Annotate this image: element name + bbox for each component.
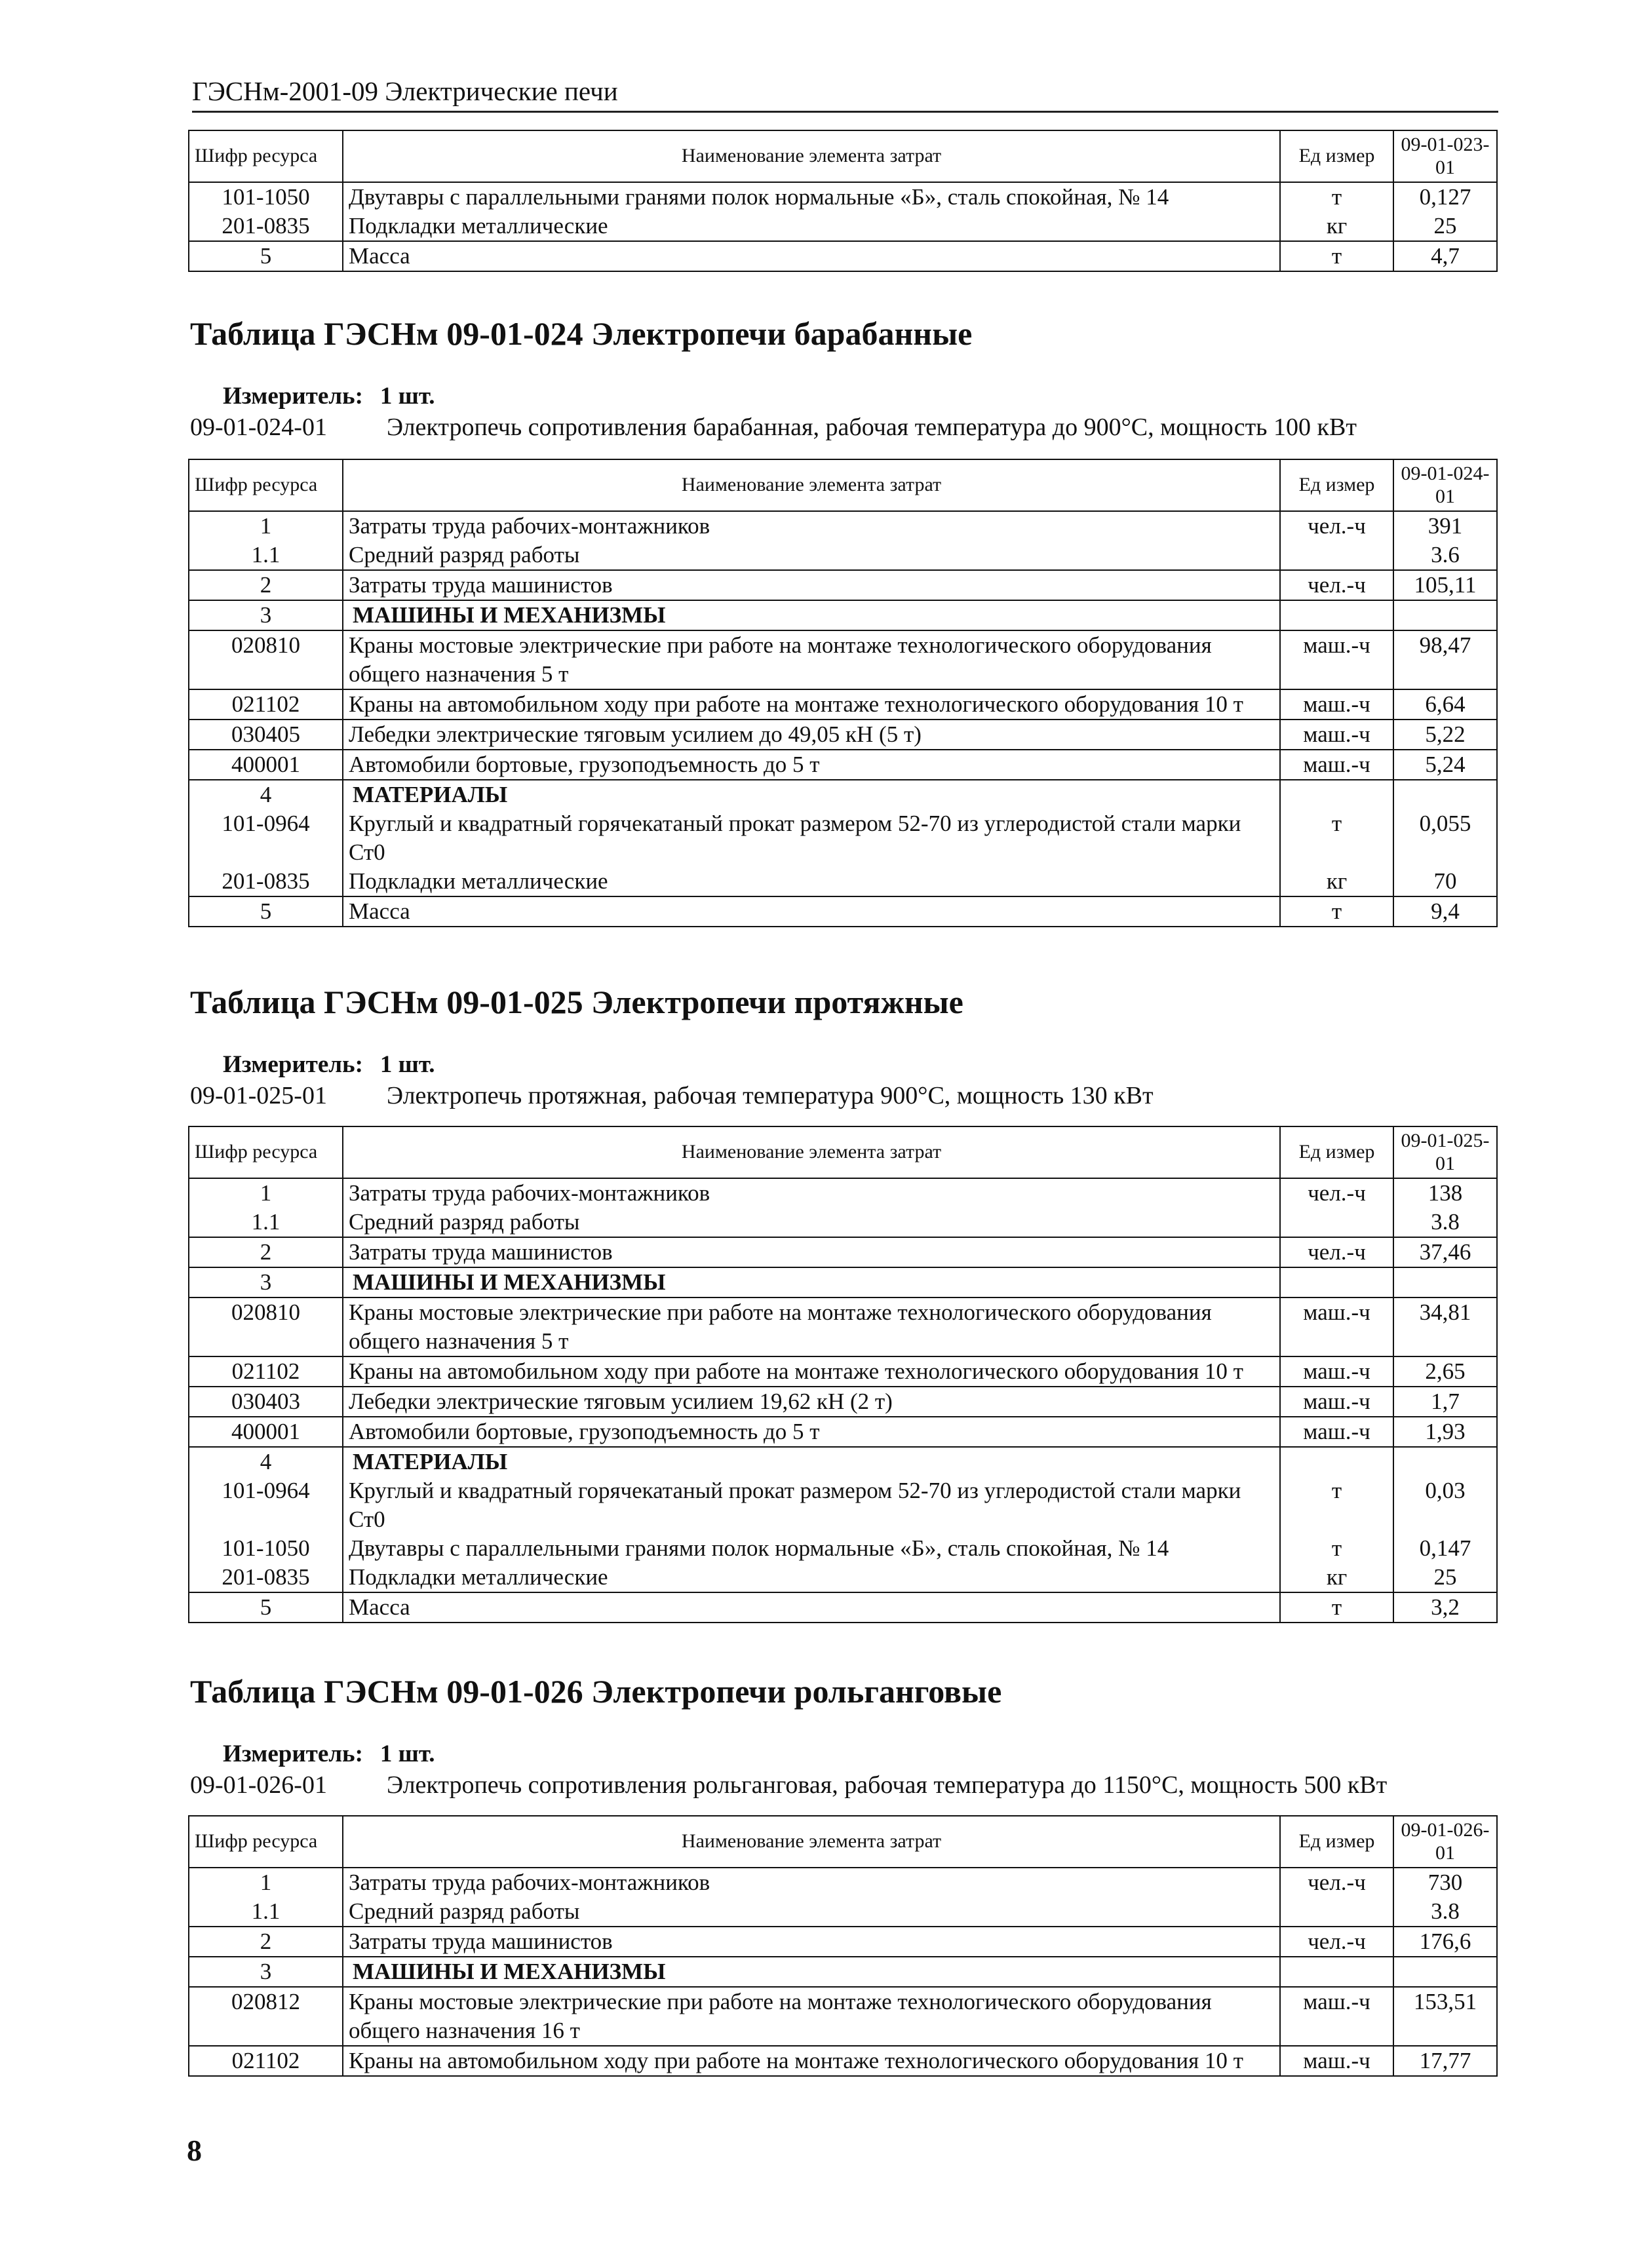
table-row — [189, 1563, 1497, 1592]
cell-code: 1 — [189, 1178, 343, 1208]
cell-name: Масса — [343, 1592, 1280, 1623]
cell-code: 101-0964 — [189, 1476, 343, 1534]
cell-unit — [1280, 1208, 1393, 1237]
cell-value: 0,03 — [1393, 1476, 1497, 1534]
cell-name: Лебедки электрические тяговым усилием 19,62 кН (2 т) — [343, 1387, 1280, 1417]
cell-value: 1,7 — [1393, 1387, 1497, 1417]
cell-code: 021102 — [189, 689, 343, 720]
cell-code: 201-0835 — [189, 212, 343, 241]
cell-code: 021102 — [189, 1356, 343, 1387]
cell-code: 101-1050 — [189, 182, 343, 212]
cell-code: 020812 — [189, 1987, 343, 2046]
cell-value: 0,055 — [1393, 809, 1497, 867]
table-row — [189, 630, 1497, 689]
cell-value: 730 — [1393, 1868, 1497, 1897]
cell-value: 6,64 — [1393, 689, 1497, 720]
cell-name: Затраты труда машинистов — [343, 1927, 1280, 1957]
cell-code: 1.1 — [189, 1897, 343, 1927]
cell-value: 25 — [1393, 1563, 1497, 1592]
page-number: 8 — [187, 2134, 202, 2167]
cell-code: 4 — [189, 1447, 343, 1476]
table-row — [189, 182, 1497, 212]
cell-unit: т — [1280, 809, 1393, 867]
cell-name: Затраты труда рабочих-монтажников — [343, 1178, 1280, 1208]
cell-code: 1.1 — [189, 541, 343, 570]
cell-value: 3.6 — [1393, 541, 1497, 570]
cell-value: 17,77 — [1393, 2046, 1497, 2076]
cell-name: Подкладки металлические — [343, 867, 1280, 896]
measure-value: 1 шт. — [379, 383, 435, 410]
cell-name: Масса — [343, 241, 1280, 271]
cell-value: 34,81 — [1393, 1297, 1497, 1356]
cell-unit: кг — [1280, 1563, 1393, 1592]
cell-code: 3 — [189, 1267, 343, 1297]
table-row — [189, 1447, 1497, 1476]
col-header-code: Шифр ресурса — [189, 1816, 343, 1868]
cell-code: 400001 — [189, 1417, 343, 1447]
cell-value: 176,6 — [1393, 1927, 1497, 1957]
cell-value: 9,4 — [1393, 896, 1497, 927]
cell-value: 2,65 — [1393, 1356, 1497, 1387]
cell-name: Краны мостовые электрические при работе на монтаже технологического оборудования общего назначения 5 т — [343, 1297, 1280, 1356]
col-header-unit: Ед измер — [1280, 130, 1393, 182]
cell-code: 5 — [189, 1592, 343, 1623]
table-title-026: Таблица ГЭСНм 09-01-026 Электропечи рольганговые — [190, 1673, 1002, 1710]
table-row — [189, 1356, 1497, 1387]
cell-unit: кг — [1280, 867, 1393, 896]
cell-value: 70 — [1393, 867, 1497, 896]
cell-code: 020810 — [189, 1297, 343, 1356]
cell-name: Двутавры с параллельными гранями полок нормальные «Б», сталь спокойная, № 14 — [343, 1534, 1280, 1563]
cell-name: Краны на автомобильном ходу при работе на монтаже технологического оборудования 10 т — [343, 2046, 1280, 2076]
cell-unit: чел.-ч — [1280, 511, 1393, 541]
cell-unit — [1280, 1897, 1393, 1927]
cell-value — [1393, 600, 1497, 630]
table-row — [189, 570, 1497, 600]
table-row — [189, 1957, 1497, 1987]
item-line-026 — [190, 1771, 1387, 1799]
cell-name: МАШИНЫ И МЕХАНИЗМЫ — [343, 600, 1280, 630]
cell-name: МАТЕРИАЛЫ — [343, 780, 1280, 809]
col-header-name: Наименование элемента затрат — [343, 459, 1280, 511]
cell-unit — [1280, 1447, 1393, 1476]
cell-name: Лебедки электрические тяговым усилием до 49,05 кН (5 т) — [343, 720, 1280, 750]
cell-code: 201-0835 — [189, 867, 343, 896]
cell-value: 25 — [1393, 212, 1497, 241]
cell-name: Краны на автомобильном ходу при работе на монтаже технологического оборудования 10 т — [343, 689, 1280, 720]
cell-code: 1 — [189, 1868, 343, 1897]
table-row — [189, 720, 1497, 750]
cell-name: Средний разряд работы — [343, 1208, 1280, 1237]
cell-unit — [1280, 541, 1393, 570]
measure-value: 1 шт. — [379, 1740, 435, 1767]
cell-value: 3.8 — [1393, 1208, 1497, 1237]
resource-table-026 — [188, 1815, 1498, 2077]
cell-unit: маш.-ч — [1280, 630, 1393, 689]
cell-code: 030405 — [189, 720, 343, 750]
cell-value: 98,47 — [1393, 630, 1497, 689]
cell-name: Круглый и квадратный горячекатаный прокат размером 52-70 из углеродистой стали марки Ст0 — [343, 809, 1280, 867]
cell-unit: т — [1280, 896, 1393, 927]
item-code: 09-01-024-01 — [190, 413, 327, 441]
cell-name: Подкладки металлические — [343, 212, 1280, 241]
col-header-unit: Ед измер — [1280, 459, 1393, 511]
cell-code: 4 — [189, 780, 343, 809]
table-row — [189, 1987, 1497, 2046]
cell-name: Средний разряд работы — [343, 1897, 1280, 1927]
table-row — [189, 867, 1497, 896]
cell-code: 400001 — [189, 750, 343, 780]
cell-unit: маш.-ч — [1280, 1417, 1393, 1447]
cell-value: 4,7 — [1393, 241, 1497, 271]
resource-table-025 — [188, 1126, 1498, 1623]
table-row — [189, 541, 1497, 570]
measure-label: Измеритель: — [223, 1051, 363, 1078]
cell-unit: чел.-ч — [1280, 1237, 1393, 1267]
cell-unit: маш.-ч — [1280, 2046, 1393, 2076]
cell-code: 101-1050 — [189, 1534, 343, 1563]
table-row — [189, 1592, 1497, 1623]
col-header-code: Шифр ресурса — [189, 130, 343, 182]
cell-code: 3 — [189, 1957, 343, 1987]
cell-code: 5 — [189, 241, 343, 271]
col-header-value: 09-01-024-01 — [1393, 459, 1497, 511]
cell-value: 37,46 — [1393, 1237, 1497, 1267]
measure-025 — [223, 1050, 452, 1079]
col-header-value: 09-01-025-01 — [1393, 1126, 1497, 1178]
table-row — [189, 511, 1497, 541]
cell-unit: маш.-ч — [1280, 720, 1393, 750]
cell-code: 1 — [189, 511, 343, 541]
cell-unit — [1280, 780, 1393, 809]
col-header-unit: Ед измер — [1280, 1816, 1393, 1868]
resource-table-024 — [188, 459, 1498, 927]
table-row — [189, 212, 1497, 241]
table-row — [189, 1237, 1497, 1267]
cell-code: 5 — [189, 896, 343, 927]
cell-unit: т — [1280, 1476, 1393, 1534]
item-code: 09-01-025-01 — [190, 1082, 327, 1109]
table-row — [189, 1868, 1497, 1897]
cell-unit: маш.-ч — [1280, 1356, 1393, 1387]
col-header-value: 09-01-026-01 — [1393, 1816, 1497, 1868]
cell-unit — [1280, 1267, 1393, 1297]
cell-unit: маш.-ч — [1280, 689, 1393, 720]
measure-label: Измеритель: — [223, 383, 363, 410]
table-row — [189, 600, 1497, 630]
cell-value: 0,127 — [1393, 182, 1497, 212]
table-row — [189, 1267, 1497, 1297]
col-header-unit: Ед измер — [1280, 1126, 1393, 1178]
cell-value: 105,11 — [1393, 570, 1497, 600]
table-row — [189, 1476, 1497, 1534]
table-title-024: Таблица ГЭСНм 09-01-024 Электропечи барабанные — [190, 315, 973, 352]
col-header-name: Наименование элемента затрат — [343, 130, 1280, 182]
cell-value: 0,147 — [1393, 1534, 1497, 1563]
resource-table-023 — [188, 130, 1498, 272]
col-header-code: Шифр ресурса — [189, 1126, 343, 1178]
cell-unit: т — [1280, 241, 1393, 271]
cell-value — [1393, 1267, 1497, 1297]
running-header: ГЭСНм-2001-09 Электрические печи — [192, 75, 1498, 113]
cell-unit — [1280, 1957, 1393, 1987]
cell-unit: чел.-ч — [1280, 1868, 1393, 1897]
cell-value: 1,93 — [1393, 1417, 1497, 1447]
cell-code: 020810 — [189, 630, 343, 689]
measure-label: Измеритель: — [223, 1740, 363, 1767]
cell-code: 2 — [189, 570, 343, 600]
table-row — [189, 1417, 1497, 1447]
cell-unit: чел.-ч — [1280, 570, 1393, 600]
table-row — [189, 780, 1497, 809]
cell-unit — [1280, 600, 1393, 630]
table-row — [189, 1897, 1497, 1927]
measure-026 — [223, 1740, 452, 1768]
cell-unit: маш.-ч — [1280, 750, 1393, 780]
table-title-025: Таблица ГЭСНм 09-01-025 Электропечи протяжные — [190, 984, 963, 1020]
table-row — [189, 1534, 1497, 1563]
cell-name: Затраты труда рабочих-монтажников — [343, 511, 1280, 541]
cell-code: 2 — [189, 1237, 343, 1267]
item-line-024 — [190, 413, 1357, 442]
cell-value: 5,24 — [1393, 750, 1497, 780]
cell-code: 021102 — [189, 2046, 343, 2076]
cell-value: 138 — [1393, 1178, 1497, 1208]
table-row — [189, 241, 1497, 271]
cell-name: Затраты труда машинистов — [343, 1237, 1280, 1267]
col-header-name: Наименование элемента затрат — [343, 1126, 1280, 1178]
table-row — [189, 750, 1497, 780]
item-desc: Электропечь сопротивления рольганговая, рабочая температура до 1150°С, мощность 500 кВт — [387, 1771, 1388, 1799]
cell-name: Круглый и квадратный горячекатаный прокат размером 52-70 из углеродистой стали марки Ст0 — [343, 1476, 1280, 1534]
cell-code: 030403 — [189, 1387, 343, 1417]
table-row — [189, 1927, 1497, 1957]
cell-name: Двутавры с параллельными гранями полок нормальные «Б», сталь спокойная, № 14 — [343, 182, 1280, 212]
cell-unit: чел.-ч — [1280, 1178, 1393, 1208]
item-desc: Электропечь протяжная, рабочая температура 900°С, мощность 130 кВт — [387, 1082, 1154, 1109]
item-desc: Электропечь сопротивления барабанная, рабочая температура до 900°С, мощность 100 кВт — [387, 413, 1357, 441]
cell-name: Автомобили бортовые, грузоподъемность до 5 т — [343, 750, 1280, 780]
cell-name: Краны мостовые электрические при работе на монтаже технологического оборудования общего назначения 5 т — [343, 630, 1280, 689]
cell-name: Затраты труда машинистов — [343, 570, 1280, 600]
cell-value: 5,22 — [1393, 720, 1497, 750]
cell-value: 391 — [1393, 511, 1497, 541]
cell-name: Подкладки металлические — [343, 1563, 1280, 1592]
table-row — [189, 2046, 1497, 2076]
table-row — [189, 896, 1497, 927]
cell-value — [1393, 1957, 1497, 1987]
cell-name: МАТЕРИАЛЫ — [343, 1447, 1280, 1476]
cell-unit: маш.-ч — [1280, 1297, 1393, 1356]
cell-name: Краны мостовые электрические при работе на монтаже технологического оборудования общего назначения 16 т — [343, 1987, 1280, 2046]
measure-024 — [223, 382, 452, 410]
table-row — [189, 1208, 1497, 1237]
table-row — [189, 689, 1497, 720]
cell-code: 2 — [189, 1927, 343, 1957]
cell-name: Затраты труда рабочих-монтажников — [343, 1868, 1280, 1897]
cell-unit: т — [1280, 1534, 1393, 1563]
cell-unit: кг — [1280, 212, 1393, 241]
cell-code: 3 — [189, 600, 343, 630]
cell-value — [1393, 1447, 1497, 1476]
cell-value: 3,2 — [1393, 1592, 1497, 1623]
cell-name: Автомобили бортовые, грузоподъемность до 5 т — [343, 1417, 1280, 1447]
cell-code: 1.1 — [189, 1208, 343, 1237]
table-row — [189, 1387, 1497, 1417]
cell-code: 201-0835 — [189, 1563, 343, 1592]
table-row — [189, 1297, 1497, 1356]
col-header-code: Шифр ресурса — [189, 459, 343, 511]
measure-value: 1 шт. — [379, 1051, 435, 1078]
cell-name: МАШИНЫ И МЕХАНИЗМЫ — [343, 1957, 1280, 1987]
table-row — [189, 1178, 1497, 1208]
cell-name: МАШИНЫ И МЕХАНИЗМЫ — [343, 1267, 1280, 1297]
cell-name: Масса — [343, 896, 1280, 927]
item-line-025 — [190, 1081, 1154, 1110]
table-row — [189, 809, 1497, 867]
cell-unit: маш.-ч — [1280, 1987, 1393, 2046]
col-header-name: Наименование элемента затрат — [343, 1816, 1280, 1868]
cell-unit: т — [1280, 1592, 1393, 1623]
cell-name: Краны на автомобильном ходу при работе на монтаже технологического оборудования 10 т — [343, 1356, 1280, 1387]
cell-value: 3.8 — [1393, 1897, 1497, 1927]
cell-unit: т — [1280, 182, 1393, 212]
cell-value — [1393, 780, 1497, 809]
item-code: 09-01-026-01 — [190, 1771, 327, 1799]
col-header-value: 09-01-023-01 — [1393, 130, 1497, 182]
cell-unit: маш.-ч — [1280, 1387, 1393, 1417]
cell-name: Средний разряд работы — [343, 541, 1280, 570]
cell-code: 101-0964 — [189, 809, 343, 867]
cell-value: 153,51 — [1393, 1987, 1497, 2046]
cell-unit: чел.-ч — [1280, 1927, 1393, 1957]
